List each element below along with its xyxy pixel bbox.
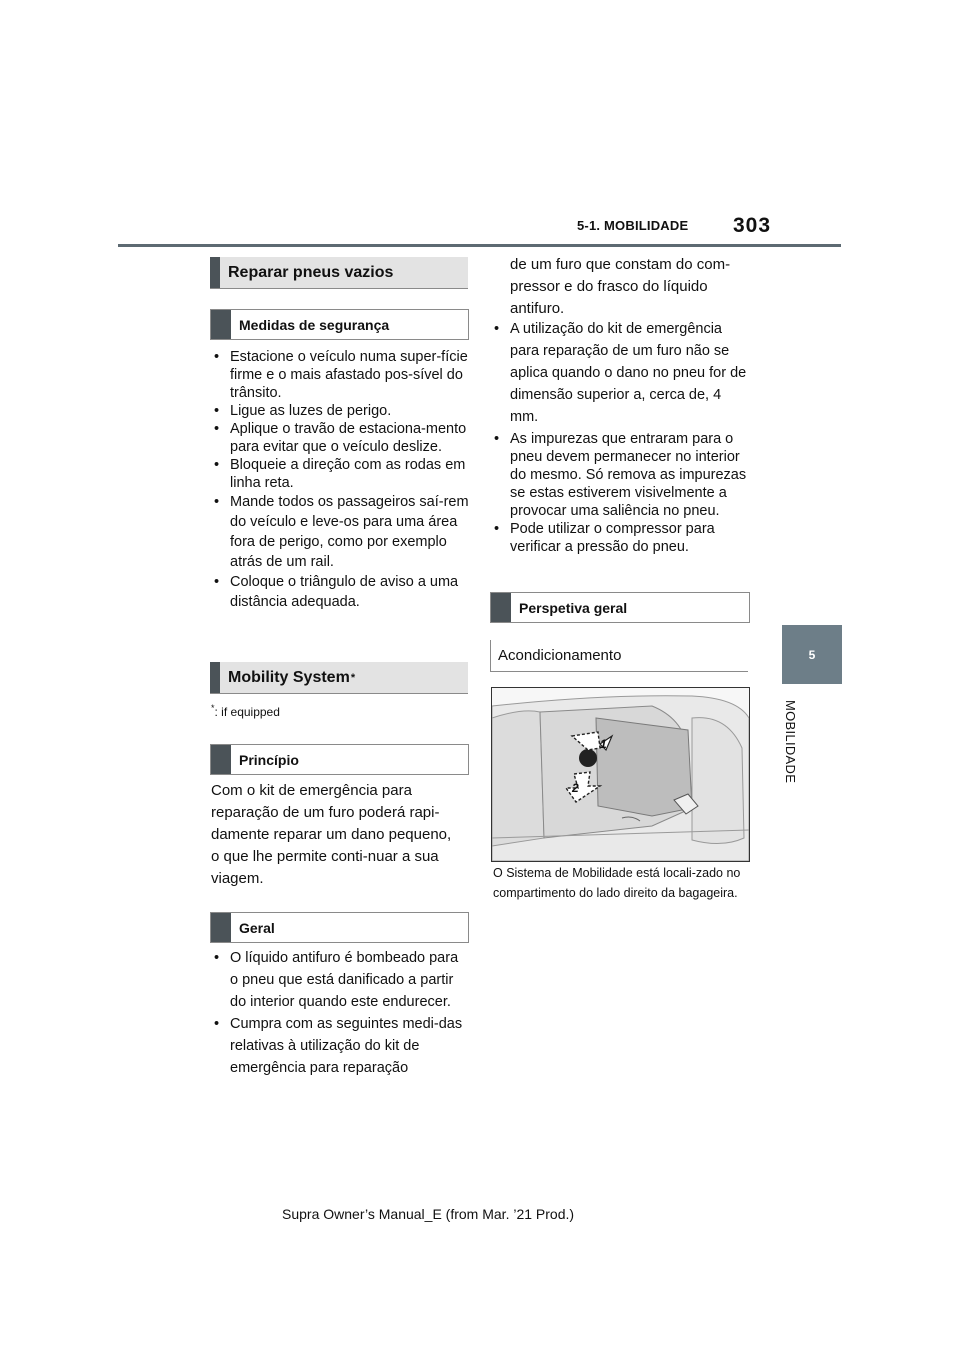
list-item: • Mande todos os passageiros saí-rem do veículo e leve-os para uma área fora de perigo, como por exemplo atrás de um rail. [213,492,471,572]
heading-repair-tyres [210,257,468,289]
heading-bar [211,745,231,774]
heading-text: Medidas de segurança [239,316,390,333]
continued-text: de um furo que constam do com-pressor e do frasco do líquido antifuro. [510,256,731,317]
heading-text: Perspetiva geral [519,599,628,616]
safety-list [213,348,471,612]
heading-storage [490,640,748,672]
usage-list [493,318,751,428]
list-item: • Estacione o veículo numa super-fície firme e o mais afastado pos-sível do trânsito. [213,348,471,402]
heading-bar [491,593,511,622]
list-item: • A utilização do kit de emergência para reparação de um furo não se aplica quando o dano no pneu for de dimensão superior a, cerca de, 4 mm. [493,318,751,428]
header-rule [118,244,841,247]
heading-bar [211,913,231,942]
footnote-mark: * [211,703,215,713]
list-item: • Coloque o triângulo de aviso a uma distância adequada. [213,572,471,612]
list-item: • As impurezas que entraram para o pneu devem permanecer no interior do mesmo. Só remova as impurezas se estas estiverem visivelmente a provocar uma saliência no pneu. [493,430,751,520]
heading-bar [210,662,220,693]
chapter-side-label-text: MOBILIDADE [783,700,798,784]
notes-list [493,430,751,556]
heading-overview [490,592,750,623]
heading-text: Acondicionamento [498,647,622,664]
list-item: • Pode utilizar o compressor para verificar a pressão do pneu. [493,520,751,556]
general-list [213,947,463,1079]
list-item: • O líquido antifuro é bombeado para o pneu que está danificado a partir do interior quando este endurecer. [213,947,463,1013]
footnote-mark: * [350,671,356,684]
section-title: 5-1. MOBILIDADE [577,218,689,233]
heading-text: Reparar pneus vazios [228,263,394,281]
chapter-side-label [780,700,800,800]
figure-label-2: 2 [572,781,579,795]
trunk-illustration [491,687,750,862]
heading-mobility-system [210,662,468,694]
list-item: • Aplique o travão de estaciona-mento para evitar que o veículo deslize. [213,420,471,456]
heading-safety [210,309,469,340]
trunk-drawing [492,688,749,861]
heading-text: Princípio [239,751,299,768]
list-item: • Cumpra com as seguintes medi-das relativas à utilização do kit de emergência para reparação [213,1013,463,1079]
chapter-tab[interactable]: 5 [782,625,842,684]
heading-bar [210,257,220,288]
heading-general [210,912,469,943]
figure-label-1: 1 [600,737,607,751]
page-number: 303 [733,214,772,237]
footnote [211,703,280,719]
heading-text: Geral [239,919,275,936]
figure-caption: O Sistema de Mobilidade está locali-zado no compartimento do lado direito da bagageira. [493,866,741,900]
principle-text: Com o kit de emergência para reparação de um furo poderá rapi-damente reparar um dano pequeno, o que lhe permite conti-nuar a sua viagem. [211,782,452,887]
heading-principle [210,744,469,775]
heading-divider [490,640,491,671]
footnote-text: : if equipped [214,705,280,719]
heading-bar [211,310,231,339]
heading-text: Mobility System [228,668,350,686]
footer-text: Supra Owner’s Manual_E (from Mar. ’21 Prod.) [282,1206,575,1222]
list-item: • Ligue as luzes de perigo. [213,402,471,420]
list-item: • Bloqueie a direção com as rodas em linha reta. [213,456,471,492]
